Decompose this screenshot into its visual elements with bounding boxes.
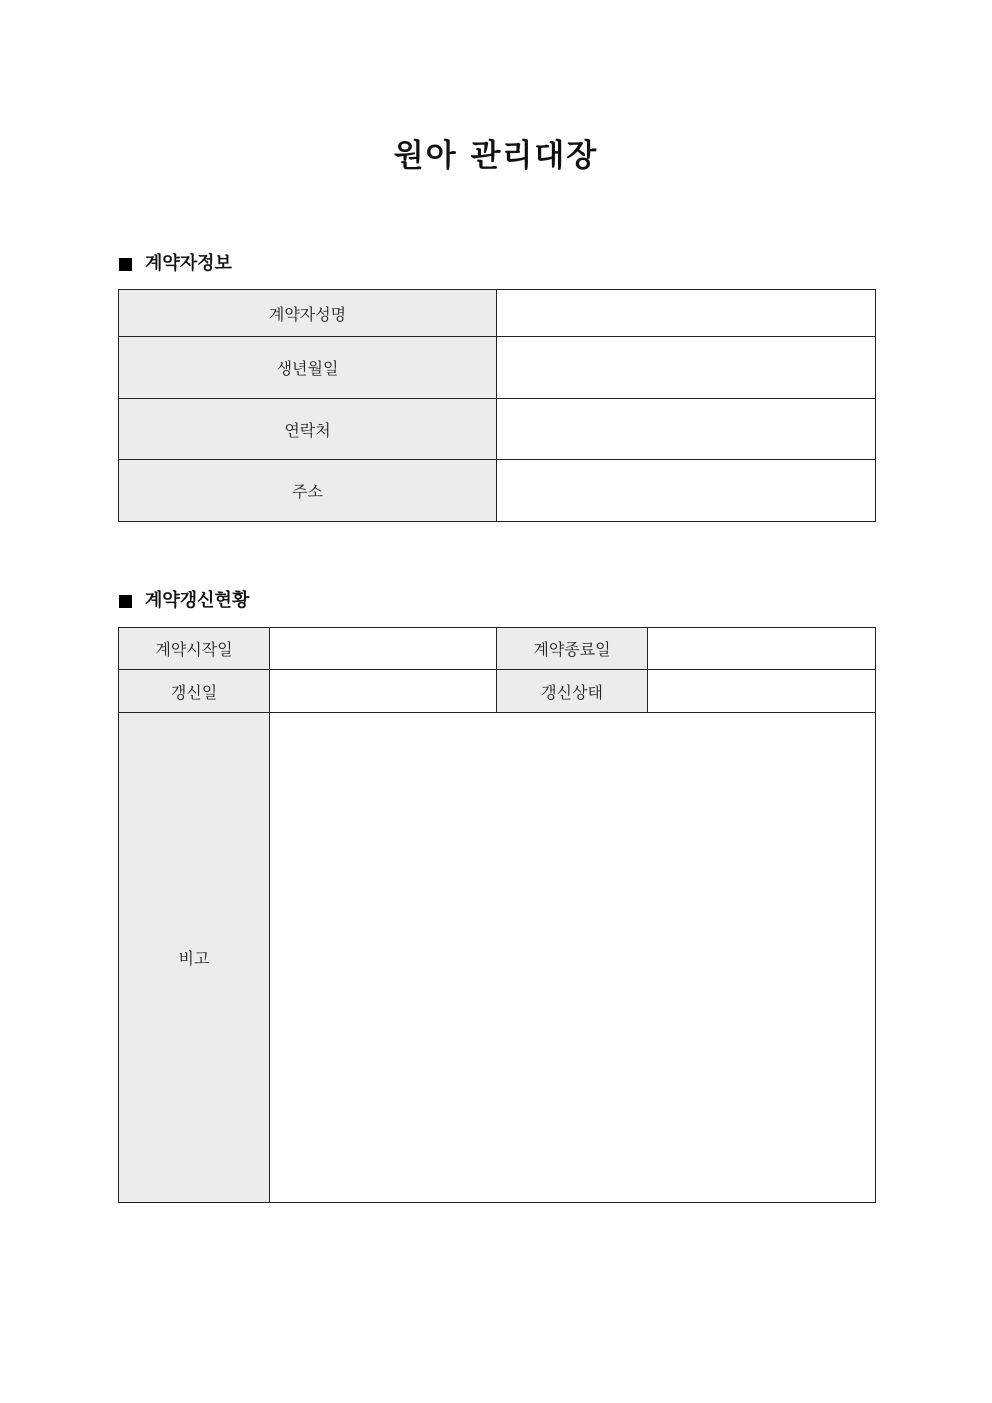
table-row bbox=[119, 670, 876, 713]
address-field[interactable] bbox=[497, 460, 876, 522]
contractor-section-heading bbox=[119, 252, 232, 276]
contract-start-label: 계약시작일 bbox=[119, 628, 270, 670]
renewal-section-heading bbox=[119, 589, 249, 613]
remarks-label: 비고 bbox=[119, 713, 270, 1203]
renewal-status-label: 갱신상태 bbox=[497, 670, 648, 713]
birth-date-field[interactable] bbox=[497, 337, 876, 399]
document-title: 원아 관리대장 bbox=[393, 138, 599, 174]
table-row bbox=[119, 460, 876, 522]
contractor-info-table bbox=[118, 289, 876, 522]
contract-start-field[interactable] bbox=[270, 628, 497, 670]
renewal-date-label: 갱신일 bbox=[119, 670, 270, 713]
contact-label: 연락처 bbox=[119, 399, 497, 460]
table-row bbox=[119, 399, 876, 460]
square-bullet-icon bbox=[119, 258, 132, 271]
renewal-section-title: 계약갱신현황 bbox=[145, 590, 250, 611]
renewal-status-field[interactable] bbox=[648, 670, 876, 713]
table-row bbox=[119, 713, 876, 1203]
address-label: 주소 bbox=[119, 460, 497, 522]
contract-end-label: 계약종료일 bbox=[497, 628, 648, 670]
remarks-field[interactable] bbox=[270, 713, 876, 1203]
contact-field[interactable] bbox=[497, 399, 876, 460]
table-row bbox=[119, 628, 876, 670]
contractor-name-label: 계약자성명 bbox=[119, 290, 497, 337]
contractor-name-field[interactable] bbox=[497, 290, 876, 337]
table-row bbox=[119, 337, 876, 399]
renewal-date-field[interactable] bbox=[270, 670, 497, 713]
contract-end-field[interactable] bbox=[648, 628, 876, 670]
birth-date-label: 생년월일 bbox=[119, 337, 497, 399]
contractor-section-title: 계약자정보 bbox=[145, 253, 232, 274]
table-row bbox=[119, 290, 876, 337]
renewal-status-table bbox=[118, 627, 876, 1203]
square-bullet-icon bbox=[119, 595, 132, 608]
